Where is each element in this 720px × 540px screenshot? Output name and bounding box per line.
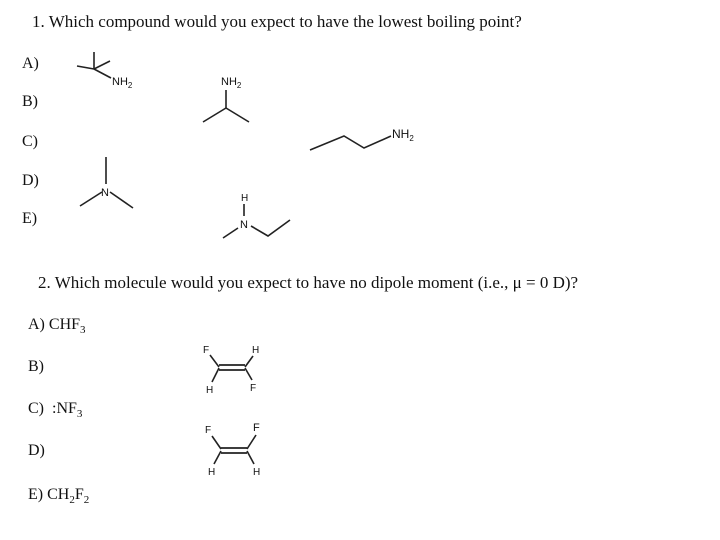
formula-main: CHF	[48, 316, 81, 333]
q2-structure-d	[205, 422, 260, 478]
q2-option-c-letter: C)	[28, 400, 44, 417]
fluorine-label: F	[203, 345, 210, 356]
q1-structure-b	[203, 76, 249, 122]
q1-structure-d	[80, 157, 133, 208]
formula-part: F	[74, 486, 84, 503]
fluorine-label: F	[205, 425, 212, 436]
q2-option-d: D)	[28, 442, 45, 459]
q1-structure-c	[310, 127, 414, 150]
amine-label: $NH_2$	[112, 76, 133, 90]
fluorine-label: F	[250, 383, 257, 394]
q1-option-a: A)	[22, 55, 39, 72]
formula-subscript: 2	[69, 494, 75, 507]
amine-label: $NH_2$	[221, 76, 242, 90]
question-1-text: Which compound would you expect to have the lowest boiling point?	[48, 12, 522, 31]
q1-structure-a	[77, 52, 133, 90]
hydrogen-label: H	[252, 345, 260, 356]
q1-structure-e	[223, 193, 290, 238]
hydrogen-label: H	[241, 193, 249, 204]
q1-option-c: C)	[22, 133, 38, 150]
nitrogen-label: N	[101, 187, 109, 199]
question-2-text: Which molecule would you expect to have no dipole moment (i.e., μ = 0 D)?	[54, 273, 579, 292]
fluorine-label: F	[253, 422, 260, 434]
formula-subscript: 3	[80, 324, 86, 337]
q2-option-e-letter: E)	[28, 486, 44, 503]
formula-main: :NF	[52, 400, 77, 417]
formula-subscript: 2	[83, 494, 90, 507]
q1-option-e: E)	[22, 210, 38, 227]
hydrogen-label: H	[253, 467, 261, 478]
formula-subscript: 3	[76, 408, 83, 421]
q2-option-b: B)	[28, 358, 44, 375]
amine-label: $NH_2$	[392, 127, 414, 143]
nitrogen-label: N	[240, 219, 248, 231]
q1-option-b: B)	[22, 93, 38, 110]
q2-option-a-letter: A)	[28, 316, 45, 333]
hydrogen-label: H	[206, 385, 214, 396]
formula-part: CH	[47, 486, 70, 503]
question-1-number: 1.	[32, 12, 45, 31]
q2-structure-b	[203, 345, 259, 396]
question-2-number: 2.	[38, 273, 51, 292]
hydrogen-label: H	[208, 467, 216, 478]
q1-option-d: D)	[22, 172, 39, 189]
